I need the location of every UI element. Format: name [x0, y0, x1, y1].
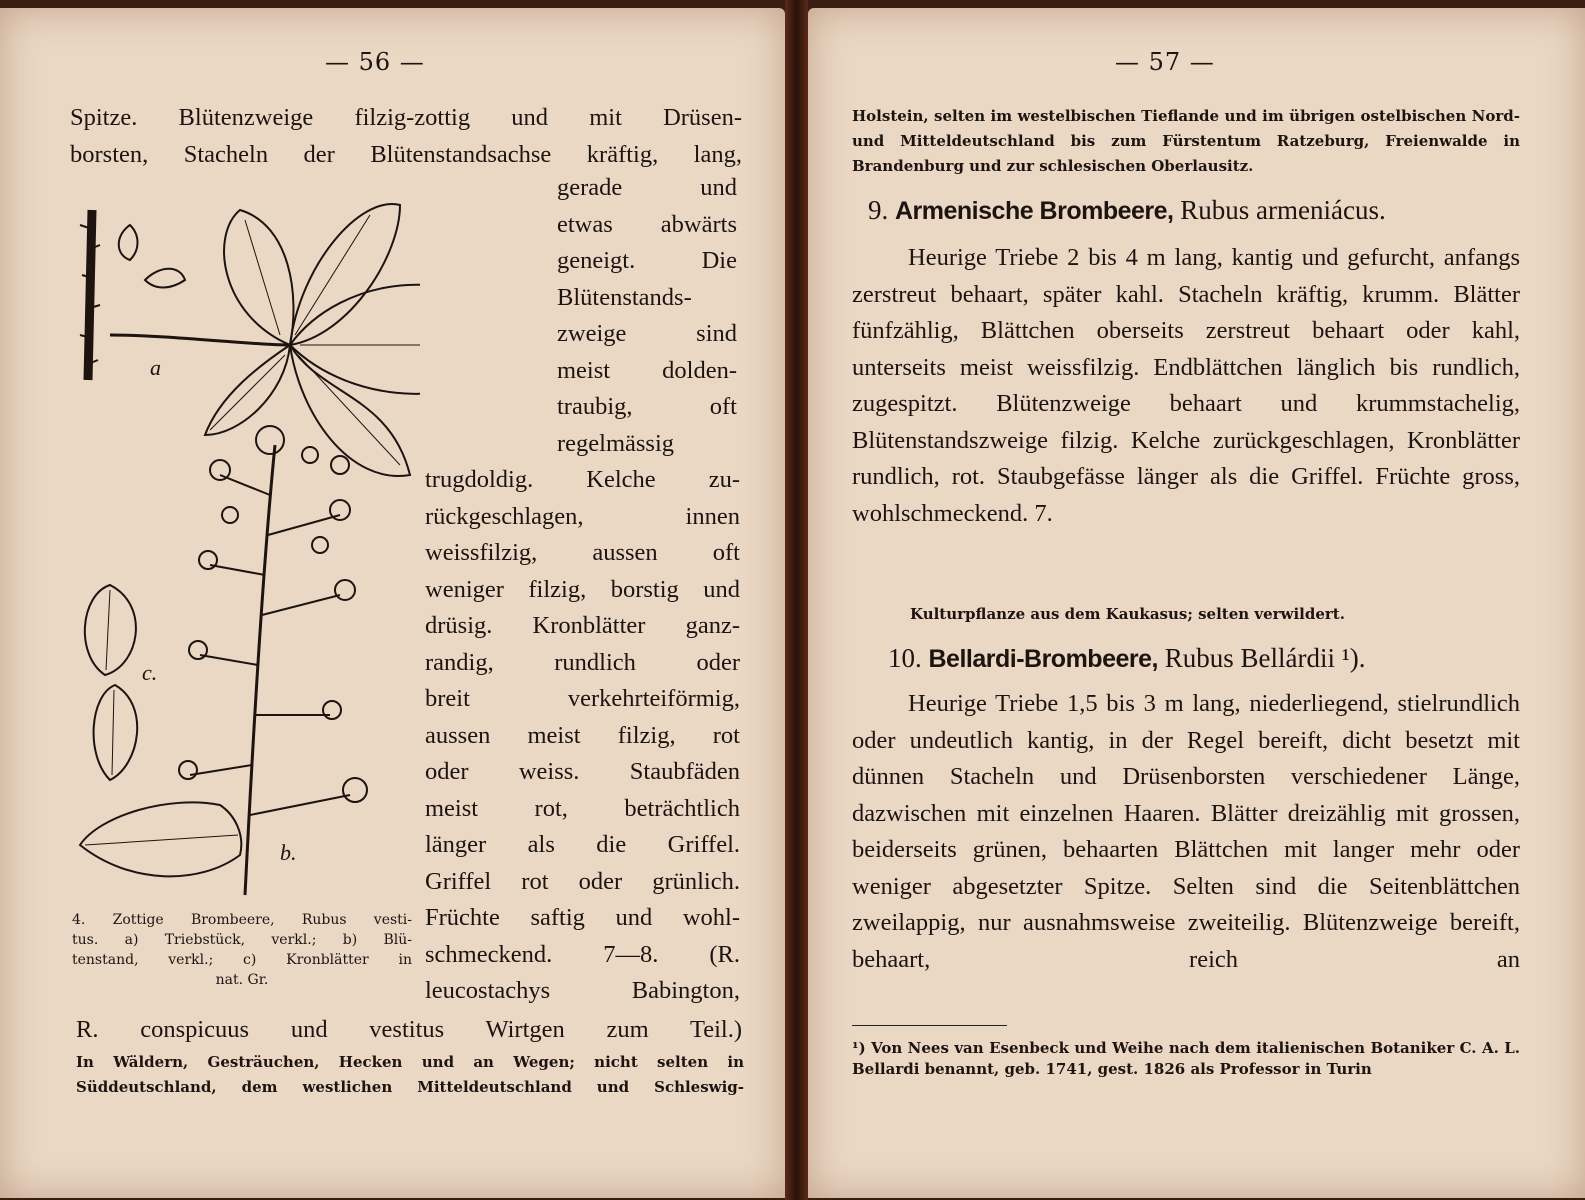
text-line: leucostachys Babington, — [425, 977, 740, 1004]
species-number: 9. — [868, 195, 889, 225]
text-line: meist rot, beträchtlich — [425, 794, 740, 822]
page-number-right: — 57 — — [1115, 48, 1215, 76]
leaflet — [205, 345, 290, 435]
figure-label-a: a — [150, 355, 161, 380]
text-line: trugdoldig. Kelche zu- — [425, 466, 740, 493]
species-9-note: Kulturpflanze aus dem Kaukasus; selten verwildert. — [910, 605, 1345, 623]
species-9-description: Heurige Triebe 2 bis 4 m lang, kantig und gefurcht, anfangs zerstreut behaart, später kahl. Stacheln kräftig, krumm. Blätter fünfzählig, Blättchen oberseits zerstreut behaart oder kahl, unterseits meist weissfilzig. Endblättchen länglich bis rundlich, zugespitzt. Blütenzweige behaart und krummstachelig, Blütenstandszweige filzig. Kelche zurückgeschlagen, Kronblätter rundlich, rot. Staubgefässe länger als die Griffel. Früchte gross, wohlschmeckend. 7. — [852, 244, 1520, 527]
distribution-text: In Wäldern, Gesträuchen, Hecken und an Wegen; nicht selten in Süddeutschland, dem westlichen Mitteldeutschland und Schleswig- — [76, 1053, 744, 1096]
petal — [85, 585, 136, 675]
species-9-heading — [868, 192, 1518, 229]
petal — [94, 685, 138, 780]
text-line: drüsig. Kronblätter ganz- — [425, 612, 740, 639]
caption-line: nat. Gr. — [215, 972, 269, 988]
rubus-illustration — [70, 195, 420, 905]
caption-line: tus. a) Triebstück, verkl.; b) Blü- — [72, 932, 412, 948]
text-line: weissfilzig, aussen oft — [425, 539, 740, 566]
text-line: Früchte saftig und wohl- — [425, 904, 740, 931]
left-last-line: R. conspicuus und vestitus Wirtgen zum Teil.) — [76, 1016, 742, 1043]
caption-line: tenstand, verkl.; c) Kronblätter in — [72, 952, 412, 968]
text-line: randig, rundlich oder — [425, 648, 740, 676]
species-name: Armenische Brombeere, — [895, 197, 1174, 225]
species-10-description: Heurige Triebe 1,5 bis 3 m lang, niederliegend, stielrundlich oder undeutlich kantig, in der Regel bereift, dicht besetzt mit dünnen Stacheln und Drüsenborsten verschiedener Länge, dazwischen mit einzelnen Haaren. Blätter dreizählig mit grossen, beiderseits grünen, behaarten Blättchen mit langer mehr oder weniger abgesetzter Spitze. Selten sind die Seitenblättchen zweilappig, nur ausnahmsweise zweiteilig. Blütenzweige bereift, behaart, reich an — [852, 690, 1520, 973]
species-10-heading — [888, 640, 1518, 677]
text-line: traubig, oft — [557, 393, 737, 420]
leaflet — [224, 210, 293, 345]
text-line: regelmässig — [557, 429, 675, 457]
stem-inflorescence — [245, 445, 275, 895]
species-latin: Rubus armeniácus. — [1180, 195, 1386, 225]
species-latin: Rubus Bellárdii ¹). — [1164, 643, 1366, 673]
text-line: borsten, Stacheln der Blütenstandsachse kräftig, lang, — [70, 140, 742, 168]
left-medium-column — [425, 462, 740, 1010]
text-line: Blütenstands- — [557, 283, 692, 311]
left-narrow-column — [557, 170, 737, 462]
footnote: ¹) Von Nees van Esenbeck und Weihe nach dem italienischen Botaniker C. A. L. Bellardi benannt, geb. 1741, gest. 1826 als Professor in Turin — [852, 1039, 1520, 1078]
text-line: Spitze. Blütenzweige filzig-zottig und mit Drüsen- — [70, 104, 742, 131]
footnote-rule — [852, 1025, 1007, 1026]
text-line: meist dolden- — [557, 356, 737, 384]
text-line: weniger filzig, borstig und — [425, 575, 740, 603]
figure-label-b: b. — [280, 840, 297, 865]
text-line: gerade und — [557, 174, 737, 201]
caption-line: 4. Zottige Brombeere, Rubus vesti- — [72, 912, 412, 928]
text-line: etwas abwärts — [557, 210, 737, 238]
figure-caption — [72, 910, 412, 990]
leaflet — [80, 802, 241, 876]
text-line: geneigt. Die — [557, 247, 737, 274]
book-gutter — [785, 0, 808, 1200]
text-line: aussen meist filzig, rot — [425, 721, 740, 749]
text-line: Griffel rot oder grünlich. — [425, 867, 740, 895]
text-line: zweige sind — [557, 320, 737, 347]
text-line: rückgeschlagen, innen — [425, 502, 740, 530]
left-top-text — [70, 100, 742, 173]
text-line: breit verkehrteiförmig, — [425, 685, 740, 712]
leaflet — [290, 204, 400, 345]
figure-label-c: c. — [142, 660, 158, 685]
page-number-left: — 56 — — [325, 48, 425, 76]
text-line: oder weiss. Staubfäden — [425, 758, 740, 785]
continuation-text: Holstein, selten im westelbischen Tieflande und im übrigen ostelbischen Nord- und Mitteldeutschland bis zum Fürstentum Ratzeburg, Freienwalde in Brandenburg und zur schlesischen Oberlausitz. — [852, 107, 1520, 175]
text-line: länger als die Griffel. — [425, 831, 740, 858]
text-line: schmeckend. 7—8. (R. — [425, 940, 740, 968]
species-number: 10. — [888, 643, 922, 673]
species-name: Bellardi-Brombeere, — [928, 645, 1158, 673]
stem-shoot — [88, 210, 92, 380]
